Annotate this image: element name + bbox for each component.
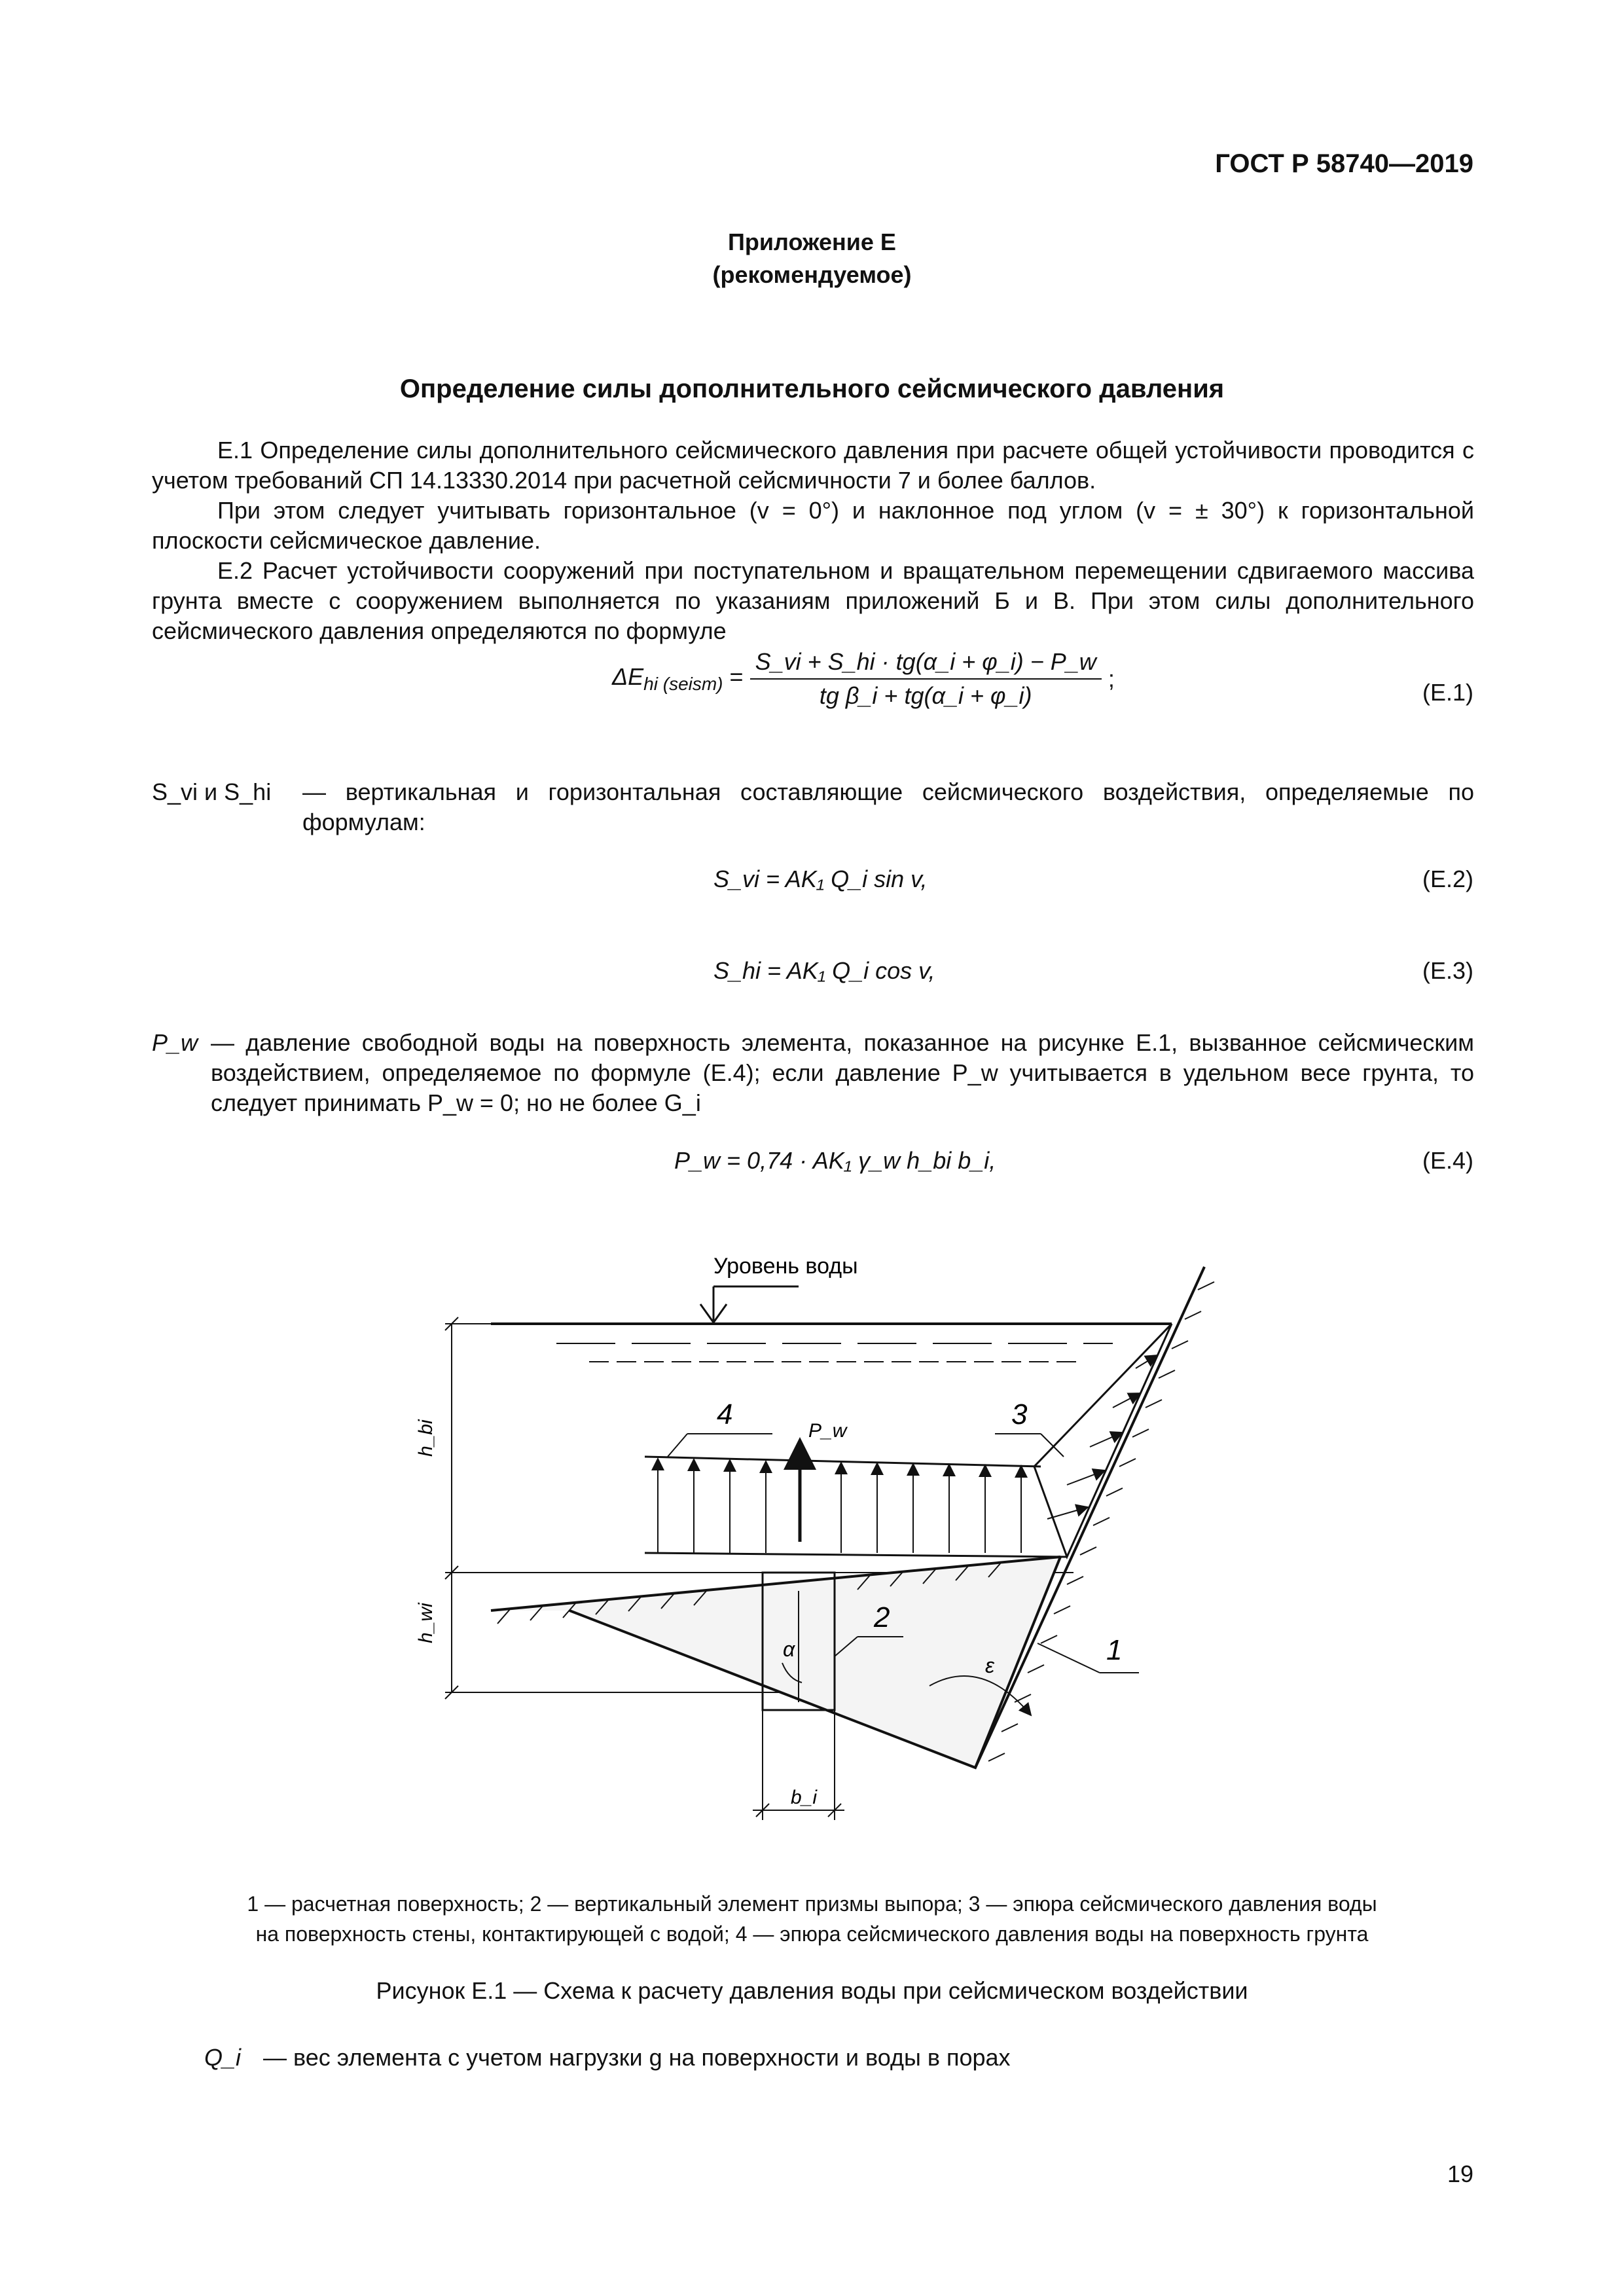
paragraph-e2: Е.2 Расчет устойчивости сооружений при поступательном и вращательном перемещении сдвигаемого массива грунта вместе с сооружением выполняется по указаниям приложений Б и В. При этом силы дополнительного сейсмического давления определяются по формуле bbox=[152, 557, 1474, 644]
equation-e4: P_w = 0,74 · AK₁ γ_w h_bi b_i, bbox=[674, 1147, 996, 1174]
callout-4: 4 bbox=[717, 1398, 733, 1430]
definition-text-qi: — вес элемента с учетом нагрузки g на поверхности и воды в порах bbox=[263, 2044, 1011, 2071]
equation-e1-denominator: tg β_i + tg(α_i + φ_i) bbox=[819, 682, 1032, 709]
wall-hatching bbox=[988, 1282, 1214, 1761]
label-epsilon: ε bbox=[985, 1654, 995, 1677]
wall-face-line bbox=[975, 1267, 1204, 1768]
appendix-title: Приложение Е bbox=[728, 228, 896, 255]
label-pw: P_w bbox=[808, 1420, 847, 1442]
equation-e4-number: (Е.4) bbox=[1422, 1147, 1473, 1174]
callout-3: 3 bbox=[1011, 1398, 1028, 1430]
ground-pressure-arrows bbox=[658, 1459, 1021, 1553]
label-bi: b_i bbox=[791, 1787, 818, 1808]
figure-caption: Рисунок Е.1 — Схема к расчету давления воды при сейсмическом воздействии bbox=[376, 1977, 1248, 2004]
figure-e1-diagram bbox=[0, 1231, 1624, 1846]
ground-pressure-base-line bbox=[645, 1553, 1067, 1557]
equation-e1-lhs-subscript: hi (seism) bbox=[643, 674, 723, 694]
figure-legend bbox=[0, 1889, 1624, 1949]
callout-2: 2 bbox=[874, 1601, 890, 1633]
page-number: 19 bbox=[1447, 2160, 1473, 2187]
definition-term-qi: Q_i bbox=[204, 2044, 242, 2071]
definition-text-svi-shi: — вертикальная и горизонтальная составляющие сейсмического воздействия, определяемые по формулам: bbox=[302, 778, 1474, 835]
equation-e2-number: (Е.2) bbox=[1422, 866, 1473, 892]
section-title: Определение силы дополнительного сейсмического давления bbox=[399, 374, 1225, 403]
appendix-heading bbox=[0, 226, 1624, 291]
equation-e2: S_vi = AK₁ Q_i sin v, bbox=[713, 866, 928, 892]
document-number: ГОСТ Р 58740—2019 bbox=[1215, 149, 1473, 178]
paragraph-e1-continued: При этом следует учитывать горизонтальное (v = 0°) и наклонное под углом (v = ± 30°) к горизонтальной плоскости сейсмическое давление. bbox=[152, 497, 1474, 554]
figure-legend-line-1: 1 — расчетная поверхность; 2 — вертикальный элемент призмы выпора; 3 — эпюра сейсмического давления воды bbox=[247, 1892, 1377, 1916]
definition-text-pw: — давление свободной воды на поверхность элемента, показанное на рисунке Е.1, вызванное сейсмическим воздействием, определяемое по формуле (Е.4); если давление P_w учитывается в удельном весе грунта, то следует принимать P_w = 0; но не более G_i bbox=[211, 1029, 1474, 1116]
equation-e1: $\Delta E_{hi (seism)}$ = $\frac{S\_vi + S\_hi \cdot tg(\alpha\_i + \varphi\_i) - P\_w}{\text{tg β\_i + tg(α\_i + φ\_i)}}$ ; bbox=[612, 648, 1115, 709]
callout-4-pointer bbox=[668, 1434, 687, 1457]
definition-term-pw: P_w bbox=[152, 1029, 198, 1056]
label-h-bi: h_bi bbox=[415, 1419, 437, 1457]
ground-pressure-top-line bbox=[645, 1457, 1041, 1467]
equation-e3: S_hi = AK₁ Q_i cos v, bbox=[713, 957, 935, 984]
equation-e1-lhs: ΔE bbox=[612, 663, 644, 690]
callout-1-pointer bbox=[1038, 1643, 1100, 1673]
equation-e3-number: (Е.3) bbox=[1422, 957, 1473, 984]
equation-e1-numerator: S_vi + S_hi · tg(α_i + φ_i) − P_w bbox=[750, 648, 1102, 680]
soil-prism-fill bbox=[491, 1557, 1060, 1768]
label-h-wi: h_wi bbox=[415, 1603, 437, 1643]
water-level-label: Уровень воды bbox=[713, 1254, 858, 1279]
figure-legend-line-2: на поверхность стены, контактирующей с водой; 4 — эпюра сейсмического давления воды на поверхность грунта bbox=[255, 1922, 1369, 1946]
callout-3-pointer bbox=[1041, 1434, 1064, 1457]
label-alpha: α bbox=[783, 1637, 795, 1661]
callout-1: 1 bbox=[1106, 1634, 1123, 1666]
appendix-status: (рекомендуемое) bbox=[712, 261, 912, 288]
equation-e1-number: (Е.1) bbox=[1422, 679, 1473, 706]
paragraph-e1: Е.1 Определение силы дополнительного сейсмического давления при расчете общей устойчивости проводится с учетом требований СП 14.13330.2014 при расчетной сейсмичности 7 и более баллов. bbox=[152, 437, 1474, 494]
definition-term-svi-shi: S_vi и S_hi bbox=[152, 778, 272, 805]
